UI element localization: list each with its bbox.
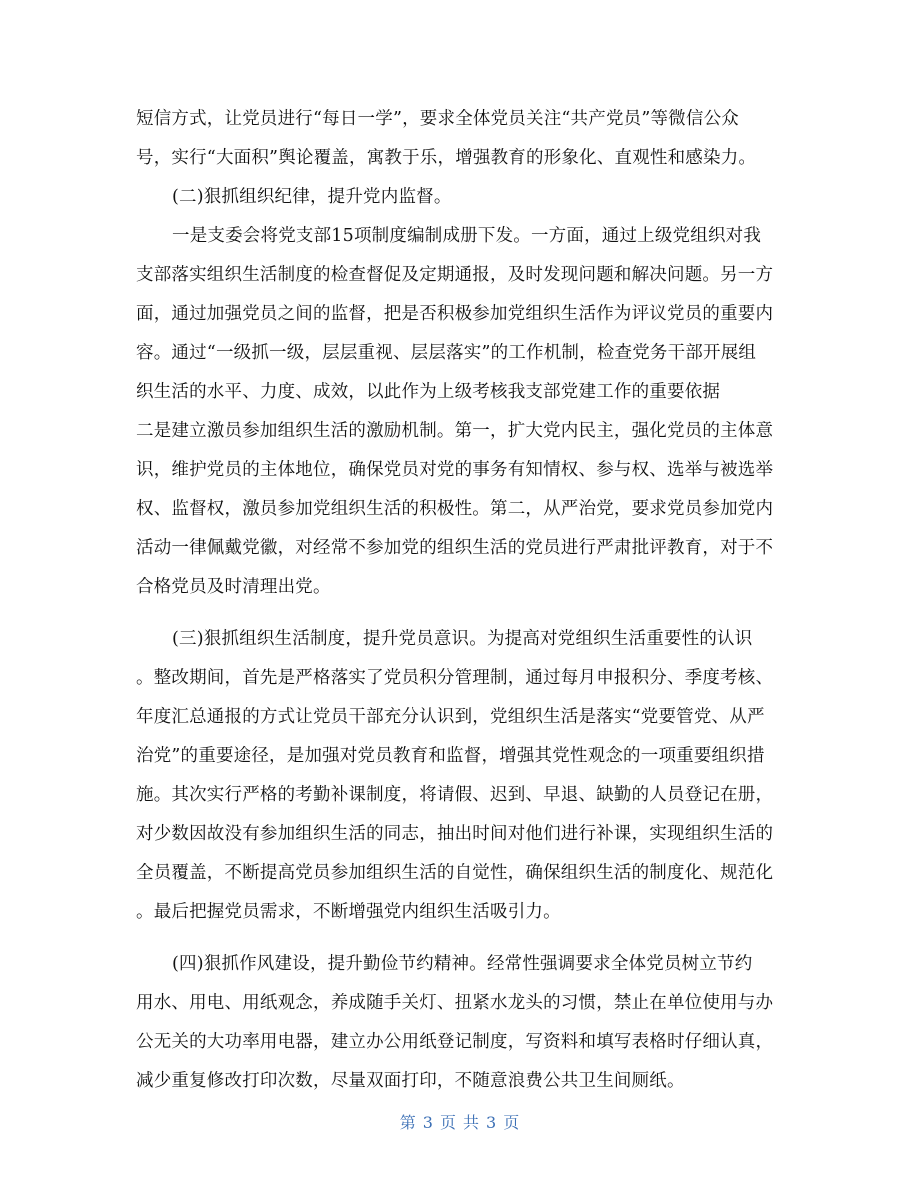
document-body [136,100,786,1101]
text-line: 。最后把握党员需求，不断增强党内组织生活吸引力。 [136,902,561,922]
paragraph [136,100,786,178]
footer-total-word: 共 [463,1113,481,1132]
text-line: 容。通过“一级抓一级，层层重视、层层落实”的工作机制，检查党务干部开展组 [136,343,757,363]
page-number-footer [0,1110,920,1133]
paragraph [136,620,786,932]
text-line: 公无关的大功率用电器，建立办公用纸登记制度，写资料和填写表格时仔细认真， [136,1032,774,1052]
total-pages-number: 3 [486,1113,498,1132]
text-line: 短信方式，让党员进行“每日一学”，要求全体党员关注“共产党员”等微信公众 [136,109,739,129]
section-heading [136,178,786,217]
current-page-number: 3 [422,1113,434,1132]
paragraph-gap [136,932,786,945]
text-line: 号，实行“大面积”舆论覆盖，寓教于乐，增强教育的形象化、直观性和感染力。 [136,148,757,168]
text-line: 权、监督权，激员参加党组织生活的积极性。第二，从严治党，要求党员参加党内 [136,499,774,519]
footer-page-word: 页 [439,1113,457,1132]
text-line: 活动一律佩戴党徽，对经常不参加党的组织生活的党员进行严肃批评教育，对于不 [136,538,774,558]
text-line: 织生活的水平、力度、成效，以此作为上级考核我支部党建工作的重要依据 [136,382,721,402]
paragraph-gap [136,607,786,620]
text-line: 施。其次实行严格的考勤补课制度，将请假、迟到、早退、缺勤的人员登记在册， [136,785,774,805]
text-line: (三)狠抓组织生活制度，提升党员意识。为提高对党组织生活重要性的认识 [172,629,753,649]
text-line: 面，通过加强党员之间的监督，把是否积极参加党组织生活作为评议党员的重要内 [136,304,774,324]
text-line: 用水、用电、用纸观念，养成随手关灯、扭紧水龙头的习惯，禁止在单位使用与办 [136,993,774,1013]
text-line: 二是建立激员参加组织生活的激励机制。第一，扩大党内民主，强化党员的主体意 [136,421,774,441]
text-line: 识，维护党员的主体地位，确保党员对党的事务有知情权、参与权、选举与被选举 [136,460,774,480]
text-line: (四)狠抓作风建设，提升勤俭节约精神。经常性强调要求全体党员树立节约 [172,954,753,974]
text-line: 对少数因故没有参加组织生活的同志，抽出时间对他们进行补课，实现组织生活的 [136,824,774,844]
footer-suffix: 页 [503,1113,521,1132]
text-line: 支部落实组织生活制度的检查督促及定期通报，及时发现问题和解决问题。另一方 [136,265,774,285]
text-line: 年度汇总通报的方式让党员干部充分认识到，党组织生活是落实“党要管党、从严 [136,707,765,727]
text-line: (二)狠抓组织纪律，提升党内监督。 [172,187,452,207]
text-line: 治党”的重要途径，是加强对党员教育和监督，增强其党性观念的一项重要组织措 [136,746,765,766]
text-line: 减少重复修改打印次数，尽量双面打印，不随意浪费公共卫生间厕纸。 [136,1071,685,1091]
text-line: 全员覆盖，不断提高党员参加组织生活的自觉性，确保组织生活的制度化、规范化 [136,863,774,883]
paragraph [136,945,786,1101]
text-line: 一是支委会将党支部15项制度编制成册下发。一方面，通过上级党组织对我 [172,226,762,246]
text-line: 。整改期间，首先是严格落实了党员积分管理制，通过每月申报积分、季度考核、 [136,668,774,688]
paragraph [136,217,786,607]
footer-prefix: 第 [399,1113,417,1132]
text-line: 合格党员及时清理出党。 [136,577,331,597]
